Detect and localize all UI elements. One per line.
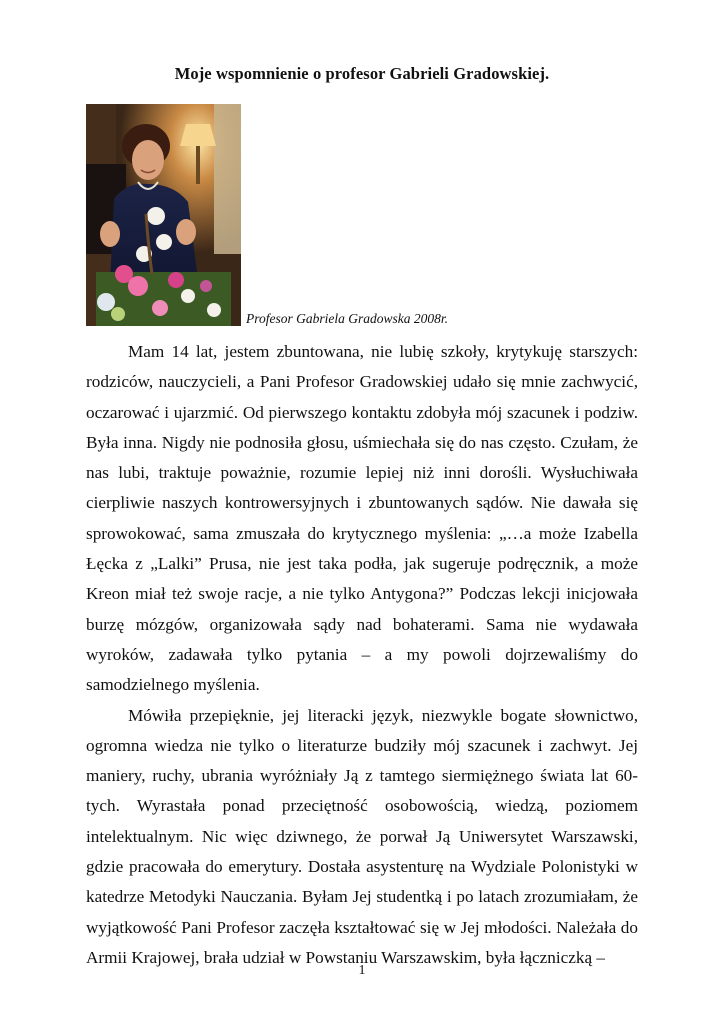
paragraph: Mówiła przepięknie, jej literacki język, niezwykle bogate słownictwo, ogromna wiedza nie tylko o literaturze budziły mój szacunek i zachwyt. Jej maniery, ruchy, ubrania wyróżniały Ją z tamtego siermiężnego świata lat 60-tych. Wyrastała ponad przeciętność osobowością, wiedzą, poziomem intelektualnym. Nic więc dziwnego, że porwał Ją Uniwersytet Warszawski, gdzie pracowała do emerytury. Dostała asystenturę na Wydziale Polonistyki w katedrze Metodyki Nauczania. Byłam Jej studentką i po latach zrozumiałam, że wyjątkowość Pani Profesor zaczęła kształtować się w Jej młodości. Należała do Armii Krajowej, brała udział w Powstaniu Warszawskim, była łączniczką – (86, 705, 638, 967)
portrait-photo (86, 104, 241, 326)
page-number: 1 (358, 963, 366, 978)
body-text (86, 337, 638, 973)
photo-caption: Profesor Gabriela Gradowska 2008r. (246, 311, 449, 326)
paragraph: Mam 14 lat, jestem zbuntowana, nie lubię szkoły, krytykuję starszych: rodziców, nauczycieli, a Pani Profesor Gradowskiej udało się mnie zachwycić, oczarować i ujarzmić. Od pierwszego kontaktu zdobyła mój szacunek i podziw. Była inna. Nigdy nie podnosiła głosu, uśmiechała się do nas często. Czułam, że nas lubi, traktuje poważnie, rozumie lepiej niż inni dorośli. Wysłuchiwała cierpliwie naszych kontrowersyjnych i zbuntowanych sądów. Nie dawała się sprowokować, sama zmuszała do krytycznego myślenia: „…a może Izabella Łęcka z „Lalki” Prusa, nie jest taka podła, jak sugeruje podręcznik, a może Kreon miał też swoje racje, a nie tylko Antygona?” Podczas lekcji inicjowała burzę mózgów, organizowała sądy nad bohaterami. Sama nie wydawała wyroków, zadawała tylko pytania – a my powoli dojrzewaliśmy do samodzielnego myślenia. (86, 342, 638, 695)
document-title: Moje wspomnienie o profesor Gabrieli Gradowskiej. (174, 64, 550, 83)
